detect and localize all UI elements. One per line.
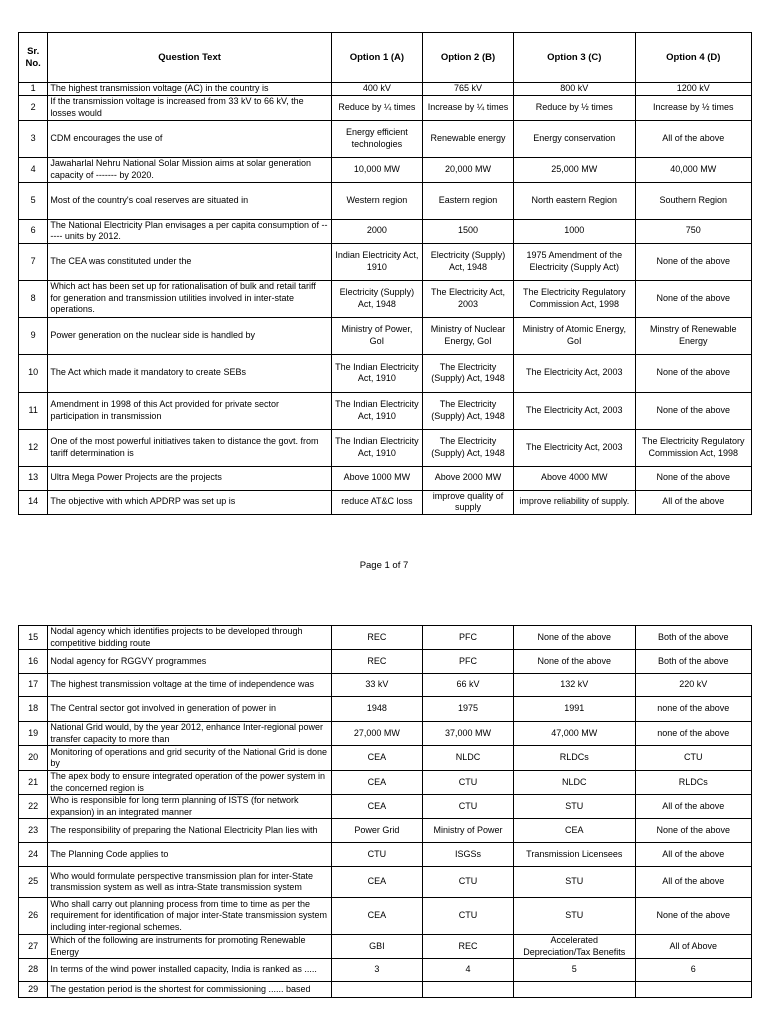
- option-d-cell: None of the above: [635, 354, 751, 392]
- option-d-cell: All of the above: [635, 490, 751, 514]
- table-row: [19, 429, 752, 466]
- option-b-cell: 1500: [422, 219, 513, 243]
- option-a-cell: CEA: [331, 898, 422, 935]
- sr-no-cell: 9: [19, 317, 48, 354]
- sr-no-cell: 6: [19, 219, 48, 243]
- table-row: [19, 843, 752, 867]
- option-a-cell: REC: [331, 626, 422, 650]
- table-row: [19, 243, 752, 280]
- question-table-page-2: [18, 625, 752, 998]
- option-a-cell: CEA: [331, 795, 422, 819]
- option-a-cell: GBI: [331, 935, 422, 959]
- option-a-cell: CEA: [331, 867, 422, 898]
- option-c-cell: 1991: [514, 697, 635, 722]
- option-b-cell: CTU: [422, 867, 513, 898]
- sr-no-cell: 3: [19, 120, 48, 157]
- option-d-cell: none of the above: [635, 697, 751, 722]
- question-cell: Nodal agency which identifies projects to be developed through competitive bidding route: [48, 626, 331, 650]
- option-b-cell: 20,000 MW: [422, 157, 513, 182]
- table-row: [19, 280, 752, 317]
- option-b-cell: Renewable energy: [422, 120, 513, 157]
- question-cell: National Grid would, by the year 2012, enhance Inter-regional power transfer capacity to more than: [48, 722, 331, 746]
- sr-no-cell: 15: [19, 626, 48, 650]
- sr-no-cell: 20: [19, 746, 48, 771]
- table-row: [19, 466, 752, 490]
- option-d-cell: 220 kV: [635, 674, 751, 697]
- option-c-cell: [514, 982, 635, 998]
- table-row: [19, 83, 752, 96]
- sr-no-cell: 19: [19, 722, 48, 746]
- option-c-cell: STU: [514, 898, 635, 935]
- option-b-cell: 765 kV: [422, 83, 513, 96]
- table-row: [19, 722, 752, 746]
- sr-no-cell: 21: [19, 771, 48, 795]
- option-c-cell: STU: [514, 867, 635, 898]
- option-b-cell: Ministry of Power: [422, 819, 513, 843]
- table-row: [19, 674, 752, 697]
- option-c-cell: Accelerated Depreciation/Tax Benefits: [514, 935, 635, 959]
- header-option-b: Option 2 (B): [422, 33, 513, 83]
- sr-no-cell: 27: [19, 935, 48, 959]
- table-row: [19, 182, 752, 219]
- option-d-cell: None of the above: [635, 466, 751, 490]
- sr-no-cell: 22: [19, 795, 48, 819]
- option-c-cell: None of the above: [514, 626, 635, 650]
- question-cell: Which act has been set up for rationalisation of bulk and retail tariff for generation and transmission utilities involved in inter-state operations.: [48, 280, 331, 317]
- option-d-cell: Southern Region: [635, 182, 751, 219]
- question-cell: CDM encourages the use of: [48, 120, 331, 157]
- question-cell: Who would formulate perspective transmission plan for inter-State transmission system as well as intra-State transmission system: [48, 867, 331, 898]
- option-d-cell: The Electricity Regulatory Commission Act, 1998: [635, 429, 751, 466]
- table-row: [19, 771, 752, 795]
- sr-no-cell: 23: [19, 819, 48, 843]
- table-row: [19, 795, 752, 819]
- sr-no-cell: 13: [19, 466, 48, 490]
- option-a-cell: 400 kV: [331, 83, 422, 96]
- option-a-cell: Ministry of Power, GoI: [331, 317, 422, 354]
- question-cell: The highest transmission voltage (AC) in the country is: [48, 83, 331, 96]
- header-option-d: Option 4 (D): [635, 33, 751, 83]
- option-c-cell: improve reliability of supply.: [514, 490, 635, 514]
- option-d-cell: All of Above: [635, 935, 751, 959]
- option-b-cell: The Electricity (Supply) Act, 1948: [422, 392, 513, 429]
- option-d-cell: None of the above: [635, 243, 751, 280]
- table-row: [19, 697, 752, 722]
- question-cell: Jawaharlal Nehru National Solar Mission aims at solar generation capacity of ------- by 2020.: [48, 157, 331, 182]
- option-a-cell: CEA: [331, 771, 422, 795]
- option-d-cell: All of the above: [635, 867, 751, 898]
- option-d-cell: Increase by ½ times: [635, 95, 751, 120]
- question-cell: Most of the country's coal reserves are situated in: [48, 182, 331, 219]
- sr-no-cell: 4: [19, 157, 48, 182]
- table-row: [19, 95, 752, 120]
- table-row: [19, 626, 752, 650]
- option-c-cell: 1000: [514, 219, 635, 243]
- header-option-c: Option 3 (C): [514, 33, 635, 83]
- table-row: [19, 120, 752, 157]
- option-a-cell: reduce AT&C loss: [331, 490, 422, 514]
- option-b-cell: 66 kV: [422, 674, 513, 697]
- option-c-cell: 25,000 MW: [514, 157, 635, 182]
- question-cell: The objective with which APDRP was set up is: [48, 490, 331, 514]
- option-a-cell: REC: [331, 650, 422, 674]
- option-b-cell: NLDC: [422, 746, 513, 771]
- option-b-cell: [422, 982, 513, 998]
- option-c-cell: None of the above: [514, 650, 635, 674]
- option-d-cell: None of the above: [635, 280, 751, 317]
- option-a-cell: 2000: [331, 219, 422, 243]
- option-d-cell: 1200 kV: [635, 83, 751, 96]
- sr-no-cell: 10: [19, 354, 48, 392]
- option-d-cell: All of the above: [635, 843, 751, 867]
- option-a-cell: CTU: [331, 843, 422, 867]
- header-row: [19, 33, 752, 83]
- question-cell: If the transmission voltage is increased from 33 kV to 66 kV, the losses would: [48, 95, 331, 120]
- sr-no-cell: 26: [19, 898, 48, 935]
- option-b-cell: improve quality of supply: [422, 490, 513, 514]
- question-cell: Amendment in 1998 of this Act provided for private sector participation in transmission: [48, 392, 331, 429]
- option-c-cell: STU: [514, 795, 635, 819]
- option-a-cell: Reduce by ¼ times: [331, 95, 422, 120]
- question-cell: The highest transmission voltage at the time of independence was: [48, 674, 331, 697]
- option-b-cell: 4: [422, 959, 513, 982]
- option-b-cell: The Electricity (Supply) Act, 1948: [422, 354, 513, 392]
- sr-no-cell: 24: [19, 843, 48, 867]
- sr-no-cell: 1: [19, 83, 48, 96]
- table-row: [19, 650, 752, 674]
- page-footer: Page 1 of 7: [359, 560, 409, 571]
- option-b-cell: ISGSs: [422, 843, 513, 867]
- option-c-cell: RLDCs: [514, 746, 635, 771]
- sr-no-cell: 29: [19, 982, 48, 998]
- option-b-cell: Ministry of Nuclear Energy, GoI: [422, 317, 513, 354]
- option-c-cell: The Electricity Regulatory Commission Act, 1998: [514, 280, 635, 317]
- sr-no-cell: 5: [19, 182, 48, 219]
- option-a-cell: The Indian Electricity Act, 1910: [331, 429, 422, 466]
- option-a-cell: Indian Electricity Act, 1910: [331, 243, 422, 280]
- option-c-cell: The Electricity Act, 2003: [514, 392, 635, 429]
- option-c-cell: 132 kV: [514, 674, 635, 697]
- option-d-cell: 6: [635, 959, 751, 982]
- option-c-cell: Above 4000 MW: [514, 466, 635, 490]
- sr-no-cell: 16: [19, 650, 48, 674]
- option-b-cell: PFC: [422, 626, 513, 650]
- question-cell: The Planning Code applies to: [48, 843, 331, 867]
- option-b-cell: PFC: [422, 650, 513, 674]
- option-b-cell: Eastern region: [422, 182, 513, 219]
- question-cell: Ultra Mega Power Projects are the projects: [48, 466, 331, 490]
- option-a-cell: Power Grid: [331, 819, 422, 843]
- option-b-cell: REC: [422, 935, 513, 959]
- question-cell: Which of the following are instruments for promoting Renewable Energy: [48, 935, 331, 959]
- table-row: [19, 157, 752, 182]
- sr-no-cell: 8: [19, 280, 48, 317]
- option-a-cell: 3: [331, 959, 422, 982]
- option-b-cell: Electricity (Supply) Act, 1948: [422, 243, 513, 280]
- option-b-cell: The Electricity (Supply) Act, 1948: [422, 429, 513, 466]
- page-2: [0, 580, 768, 1024]
- table-row: [19, 898, 752, 935]
- table-row: [19, 959, 752, 982]
- question-cell: The responsibility of preparing the National Electricity Plan lies with: [48, 819, 331, 843]
- table-row: [19, 490, 752, 514]
- sr-no-cell: 2: [19, 95, 48, 120]
- option-b-cell: CTU: [422, 795, 513, 819]
- header-question: Question Text: [48, 33, 331, 83]
- option-b-cell: The Electricity Act, 2003: [422, 280, 513, 317]
- option-c-cell: 47,000 MW: [514, 722, 635, 746]
- option-d-cell: [635, 982, 751, 998]
- option-b-cell: 1975: [422, 697, 513, 722]
- option-a-cell: 10,000 MW: [331, 157, 422, 182]
- table-row: [19, 935, 752, 959]
- option-a-cell: The Indian Electricity Act, 1910: [331, 354, 422, 392]
- table-row: [19, 392, 752, 429]
- option-a-cell: 33 kV: [331, 674, 422, 697]
- option-a-cell: CEA: [331, 746, 422, 771]
- question-cell: In terms of the wind power installed capacity, India is ranked as .....: [48, 959, 331, 982]
- option-a-cell: 1948: [331, 697, 422, 722]
- option-a-cell: The Indian Electricity Act, 1910: [331, 392, 422, 429]
- sr-no-cell: 18: [19, 697, 48, 722]
- option-d-cell: None of the above: [635, 898, 751, 935]
- option-c-cell: The Electricity Act, 2003: [514, 429, 635, 466]
- sr-no-cell: 12: [19, 429, 48, 466]
- option-d-cell: CTU: [635, 746, 751, 771]
- table-row: [19, 819, 752, 843]
- option-d-cell: Minstry of Renewable Energy: [635, 317, 751, 354]
- option-b-cell: 37,000 MW: [422, 722, 513, 746]
- sr-no-cell: 28: [19, 959, 48, 982]
- option-a-cell: [331, 982, 422, 998]
- option-b-cell: CTU: [422, 898, 513, 935]
- option-a-cell: Energy efficient technologies: [331, 120, 422, 157]
- sr-no-cell: 17: [19, 674, 48, 697]
- question-cell: Power generation on the nuclear side is handled by: [48, 317, 331, 354]
- option-c-cell: NLDC: [514, 771, 635, 795]
- sr-no-cell: 25: [19, 867, 48, 898]
- option-d-cell: RLDCs: [635, 771, 751, 795]
- option-d-cell: Both of the above: [635, 650, 751, 674]
- option-c-cell: CEA: [514, 819, 635, 843]
- option-c-cell: North eastern Region: [514, 182, 635, 219]
- table-row: [19, 317, 752, 354]
- table-row: [19, 867, 752, 898]
- question-cell: The Act which made it mandatory to create SEBs: [48, 354, 331, 392]
- option-a-cell: 27,000 MW: [331, 722, 422, 746]
- sr-no-cell: 14: [19, 490, 48, 514]
- option-c-cell: 5: [514, 959, 635, 982]
- option-b-cell: Above 2000 MW: [422, 466, 513, 490]
- option-d-cell: All of the above: [635, 795, 751, 819]
- table-row: [19, 354, 752, 392]
- option-d-cell: 40,000 MW: [635, 157, 751, 182]
- table-row: [19, 219, 752, 243]
- question-cell: The gestation period is the shortest for commissioning ...... based: [48, 982, 331, 998]
- option-c-cell: Energy conservation: [514, 120, 635, 157]
- option-d-cell: 750: [635, 219, 751, 243]
- option-d-cell: Both of the above: [635, 626, 751, 650]
- table-row: [19, 746, 752, 771]
- option-c-cell: Ministry of Atomic Energy, GoI: [514, 317, 635, 354]
- option-c-cell: 800 kV: [514, 83, 635, 96]
- table-row: [19, 982, 752, 998]
- question-cell: The National Electricity Plan envisages a per capita consumption of ------ units by 2012.: [48, 219, 331, 243]
- question-cell: The Central sector got involved in generation of power in: [48, 697, 331, 722]
- option-c-cell: The Electricity Act, 2003: [514, 354, 635, 392]
- option-c-cell: Reduce by ½ times: [514, 95, 635, 120]
- question-cell: One of the most powerful initiatives taken to distance the govt. from tariff determination is: [48, 429, 331, 466]
- header-option-a: Option 1 (A): [331, 33, 422, 83]
- question-cell: The apex body to ensure integrated operation of the power system in the concerned region is: [48, 771, 331, 795]
- option-d-cell: All of the above: [635, 120, 751, 157]
- sr-no-cell: 7: [19, 243, 48, 280]
- question-cell: Nodal agency for RGGVY programmes: [48, 650, 331, 674]
- question-cell: Who shall carry out planning process from time to time as per the requirement for identification of major inter-State transmission system including inter-regional schemes.: [48, 898, 331, 935]
- option-c-cell: Transmission Licensees: [514, 843, 635, 867]
- option-a-cell: Electricity (Supply) Act, 1948: [331, 280, 422, 317]
- option-d-cell: none of the above: [635, 722, 751, 746]
- option-a-cell: Western region: [331, 182, 422, 219]
- option-d-cell: None of the above: [635, 819, 751, 843]
- question-cell: The CEA was constituted under the: [48, 243, 331, 280]
- question-cell: Who is responsible for long term planning of ISTS (for network expansion) in an integrated manner: [48, 795, 331, 819]
- option-d-cell: None of the above: [635, 392, 751, 429]
- option-b-cell: Increase by ¼ times: [422, 95, 513, 120]
- option-a-cell: Above 1000 MW: [331, 466, 422, 490]
- option-c-cell: 1975 Amendment of the Electricity (Supply Act): [514, 243, 635, 280]
- header-sr-no: Sr. No.: [19, 33, 48, 83]
- question-table-page-1: [18, 32, 752, 515]
- option-b-cell: CTU: [422, 771, 513, 795]
- sr-no-cell: 11: [19, 392, 48, 429]
- question-cell: Monitoring of operations and grid security of the National Grid is done by: [48, 746, 331, 771]
